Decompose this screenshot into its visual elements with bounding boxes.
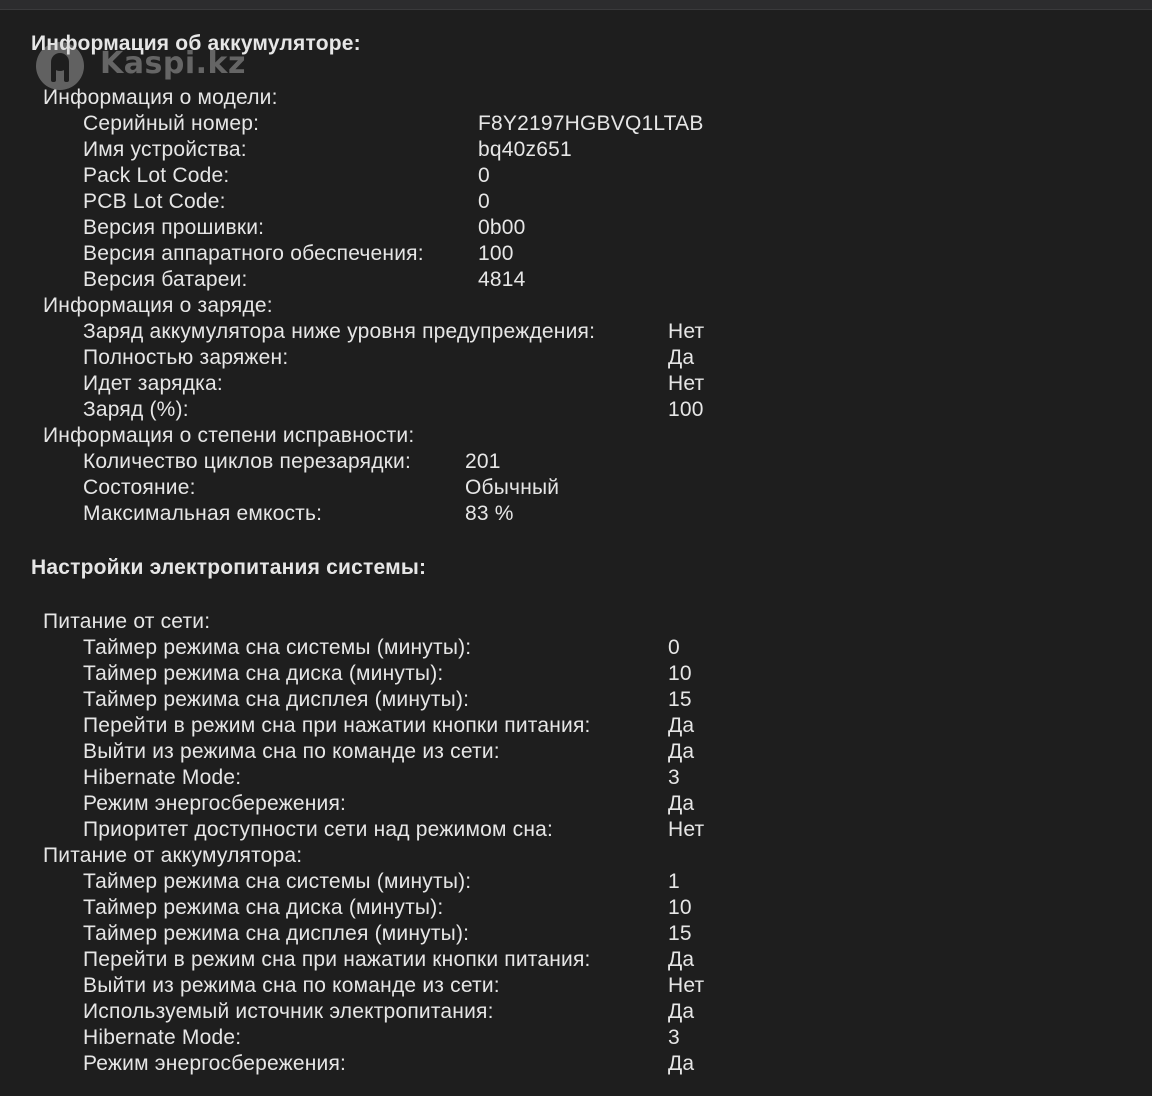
health-info-label: Максимальная емкость: (83, 502, 323, 525)
battery-power-label: Используемый источник электропитания: (83, 1000, 494, 1023)
ac-power-label: Таймер режима сна дисплея (минуты): (83, 688, 470, 711)
model-info-value: 0 (478, 190, 490, 213)
charge-info-heading: Информация о заряде: (43, 294, 273, 317)
health-info-label: Состояние: (83, 476, 196, 499)
charge-info-value: Нет (668, 372, 705, 395)
battery-power-value: 10 (668, 896, 692, 919)
ac-power-value: 15 (668, 688, 692, 711)
battery-power-value: Да (668, 1052, 695, 1075)
model-info-value: 0 (478, 164, 490, 187)
battery-power-label: Таймер режима сна диска (минуты): (83, 896, 444, 919)
model-info-value: 0b00 (478, 216, 526, 239)
ac-power-value: Да (668, 714, 695, 737)
ac-power-label: Таймер режима сна диска (минуты): (83, 662, 444, 685)
battery-power-value: 3 (668, 1026, 680, 1049)
model-info-heading: Информация о модели: (43, 86, 278, 109)
ac-power-label: Таймер режима сна системы (минуты): (83, 636, 472, 659)
charge-info-label: Идет зарядка: (83, 372, 223, 395)
battery-power-label: Hibernate Mode: (83, 1026, 242, 1049)
charge-info-value: Да (668, 346, 695, 369)
health-info-label: Количество циклов перезарядки: (83, 450, 412, 473)
system-info-panel (0, 10, 1152, 1096)
battery-power-value: 15 (668, 922, 692, 945)
battery-power-label: Перейти в режим сна при нажатии кнопки питания: (83, 948, 591, 971)
battery-power-label: Таймер режима сна системы (минуты): (83, 870, 472, 893)
power-settings-heading: Настройки электропитания системы: (31, 556, 427, 579)
battery-power-value: Нет (668, 974, 705, 997)
model-info-value: 100 (478, 242, 514, 265)
charge-info-label: Заряд (%): (83, 398, 189, 421)
model-info-label: Серийный номер: (83, 112, 260, 135)
ac-power-label: Перейти в режим сна при нажатии кнопки питания: (83, 714, 591, 737)
battery-power-value: 1 (668, 870, 680, 893)
ac-power-heading: Питание от сети: (43, 610, 211, 633)
kaspi-watermark-text: Kaspi.kz (100, 46, 246, 81)
model-info-value: bq40z651 (478, 138, 572, 161)
model-info-label: Имя устройства: (83, 138, 247, 161)
charge-info-value: 100 (668, 398, 704, 421)
charge-info-value: Нет (668, 320, 705, 343)
model-info-label: PCB Lot Code: (83, 190, 226, 213)
model-info-value: F8Y2197HGBVQ1LTAB (478, 112, 704, 135)
model-info-label: Версия прошивки: (83, 216, 265, 239)
ac-power-value: Да (668, 792, 695, 815)
ac-power-value: 3 (668, 766, 680, 789)
battery-power-value: Да (668, 1000, 695, 1023)
battery-power-value: Да (668, 948, 695, 971)
battery-power-heading: Питание от аккумулятора: (43, 844, 303, 867)
model-info-value: 4814 (478, 268, 526, 291)
ac-power-label: Выйти из режима сна по команде из сети: (83, 740, 500, 763)
health-info-value: 201 (465, 450, 501, 473)
model-info-label: Pack Lot Code: (83, 164, 230, 187)
ac-power-label: Hibernate Mode: (83, 766, 242, 789)
battery-power-label: Режим энергосбережения: (83, 1052, 347, 1075)
ac-power-label: Режим энергосбережения: (83, 792, 347, 815)
window-top-strip (0, 0, 1152, 10)
health-info-heading: Информация о степени исправности: (43, 424, 415, 447)
health-info-value: 83 % (465, 502, 514, 525)
battery-power-label: Выйти из режима сна по команде из сети: (83, 974, 500, 997)
charge-info-label: Заряд аккумулятора ниже уровня предупреждения: (83, 320, 596, 343)
ac-power-value: 0 (668, 636, 680, 659)
battery-power-label: Таймер режима сна дисплея (минуты): (83, 922, 470, 945)
battery-info-heading: Информация об аккумуляторе: (31, 32, 361, 55)
ac-power-value: Нет (668, 818, 705, 841)
charge-info-label: Полностью заряжен: (83, 346, 289, 369)
ac-power-value: 10 (668, 662, 692, 685)
ac-power-value: Да (668, 740, 695, 763)
model-info-label: Версия аппаратного обеспечения: (83, 242, 424, 265)
model-info-label: Версия батареи: (83, 268, 248, 291)
health-info-value: Обычный (465, 476, 560, 499)
ac-power-label: Приоритет доступности сети над режимом сна: (83, 818, 554, 841)
